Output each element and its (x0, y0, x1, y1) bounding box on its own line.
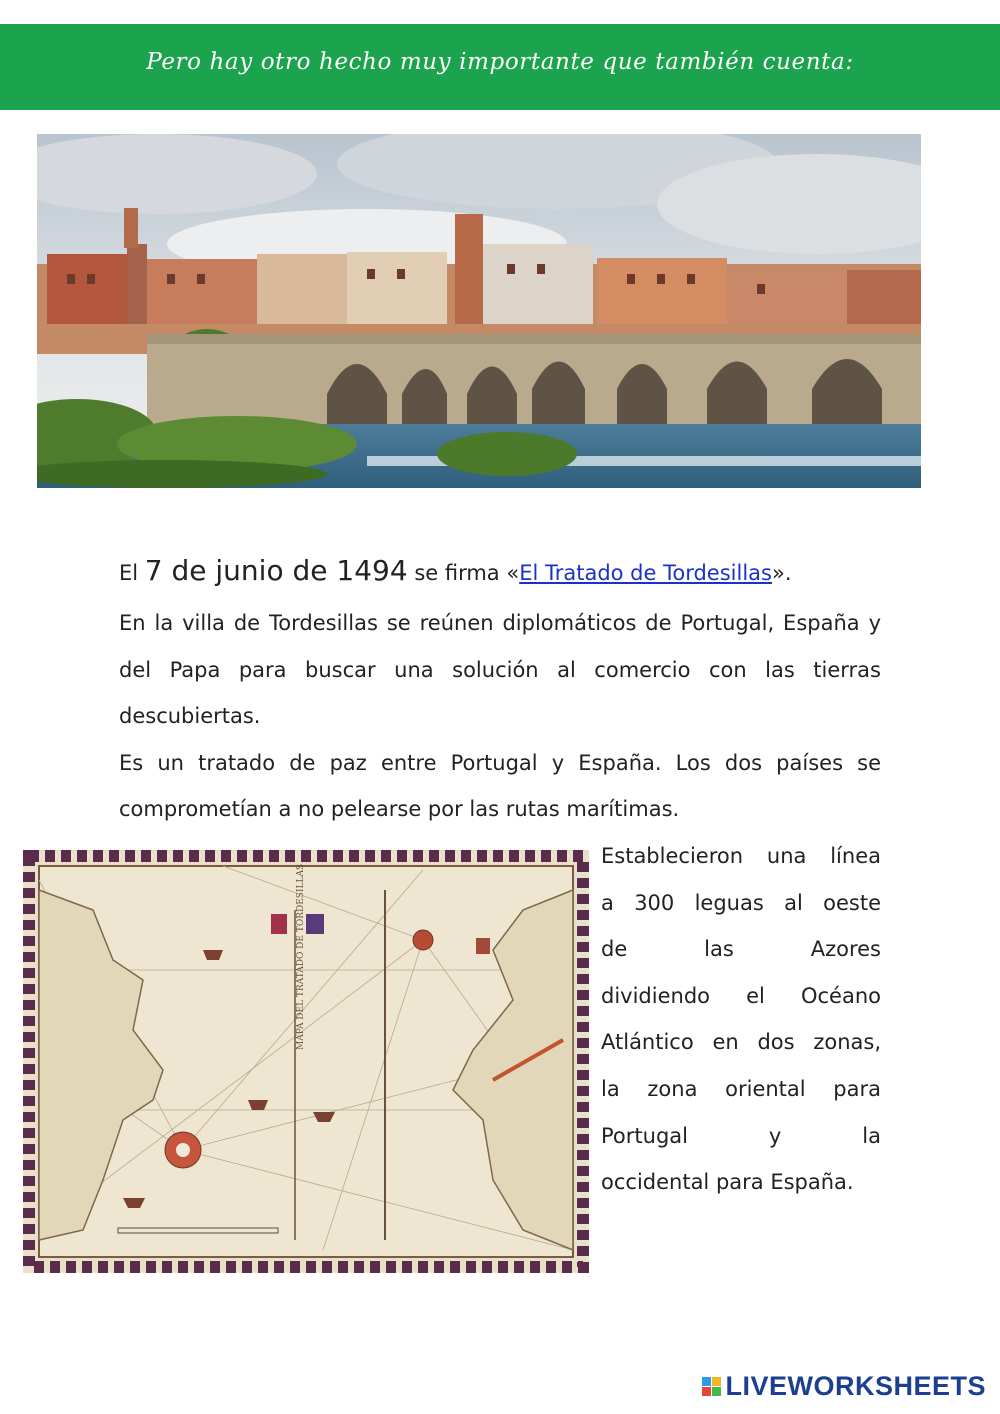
date-suffix: ». (771, 561, 792, 585)
treaty-description (119, 600, 881, 833)
paragraph-diplomats: En la villa de Tordesillas se reúnen diplomáticos de Portugal, España y del Papa para buscar una solución al comercio con las tierras descubiertas. (119, 611, 881, 728)
side-line-1: Establecieron una línea (601, 844, 881, 868)
line-description (601, 833, 881, 1206)
tordesillas-bridge-image (37, 134, 921, 488)
header-banner (0, 24, 1000, 110)
treaty-date: 7 de junio de 1494 (144, 554, 408, 587)
side-line-8: occidental para España. (601, 1170, 854, 1195)
brand-name: LIVEWORKSHEETS (725, 1371, 986, 1401)
paragraph-peace: Es un tratado de paz entre Portugal y España. Los dos países se comprometían a no pelearse por las rutas marítimas. (119, 750, 881, 821)
side-line-5: Atlántico en dos zonas, (601, 1030, 881, 1055)
date-middle: se firma « (407, 561, 520, 585)
side-line-6: la zona oriental para (601, 1076, 881, 1101)
treaty-link[interactable]: El Tratado de Tordesillas (519, 561, 772, 585)
banner-text: Pero hay otro hecho muy importante que también cuenta: (146, 49, 854, 75)
side-line-4: dividiendo el Océano (601, 983, 881, 1008)
tordesillas-map-image (23, 850, 589, 1273)
liveworksheets-logo[interactable] (702, 1371, 986, 1402)
map-title: MAPA DEL TRATADO DE TORDESILLAS (296, 863, 306, 1050)
date-prefix: El (119, 561, 145, 585)
side-line-3: de las Azores (601, 937, 881, 962)
side-line-7: Portugal y la (601, 1123, 881, 1148)
liveworksheets-logo-icon (702, 1377, 721, 1396)
side-line-2: a 300 leguas al oeste (601, 890, 881, 915)
date-paragraph (119, 548, 881, 596)
treaty-map (23, 850, 589, 1273)
tordesillas-photo (37, 134, 921, 488)
